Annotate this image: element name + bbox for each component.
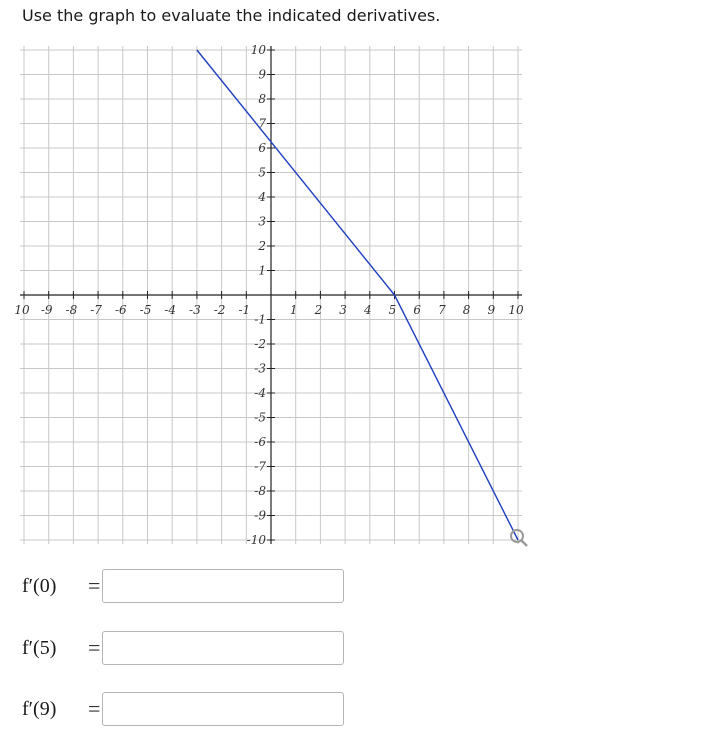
y-tick-label: -7 — [254, 459, 266, 474]
y-tick-label: -10 — [246, 533, 266, 547]
question-row-f5 — [22, 630, 344, 666]
answer-input-f5[interactable] — [102, 631, 344, 665]
equals-sign: = — [88, 635, 101, 660]
y-tick-label: 6 — [258, 141, 266, 155]
y-tick-label: 7 — [258, 116, 266, 131]
x-tick-label: 1 — [289, 303, 298, 317]
x-tick-label: 7 — [438, 303, 446, 317]
x-tick-label: 10 — [14, 303, 30, 317]
answer-input-f0[interactable] — [102, 569, 344, 603]
y-tick-label: 10 — [250, 43, 266, 57]
graph-icons[interactable] — [511, 530, 527, 546]
x-tick-label: -4 — [164, 303, 177, 317]
x-tick-label: -5 — [139, 303, 152, 317]
x-tick-label: -6 — [114, 303, 127, 317]
y-tick-label: -9 — [254, 508, 266, 523]
x-tick-label: 5 — [388, 303, 397, 317]
y-tick-label: 2 — [258, 239, 266, 253]
magnifier-handle — [521, 540, 527, 546]
question-label-f0: f′(0) — [22, 574, 57, 597]
x-tick-label: -8 — [65, 303, 78, 317]
y-tick-label: -2 — [254, 337, 266, 351]
instruction-text: Use the graph to evaluate the indicated derivatives. — [22, 6, 441, 25]
y-tick-label: -4 — [254, 386, 266, 400]
magnifier-icon[interactable] — [511, 530, 527, 546]
y-tick-label: -5 — [254, 410, 266, 425]
x-tick-label: 9 — [487, 303, 496, 317]
answer-input-f9[interactable] — [102, 692, 344, 726]
y-tick-label: 9 — [258, 67, 266, 82]
x-tick-label: 6 — [413, 303, 422, 317]
axes — [20, 46, 522, 544]
x-tick-label: 8 — [462, 303, 471, 317]
equals-sign: = — [88, 573, 101, 598]
question-row-f0 — [22, 568, 344, 604]
x-tick-label: -9 — [40, 303, 53, 317]
x-tick-label: -2 — [213, 303, 226, 317]
y-tick-label: -3 — [254, 361, 266, 376]
x-tick-label: -7 — [90, 303, 102, 317]
question-label-f5: f′(5) — [22, 636, 57, 659]
x-tick-label: -3 — [189, 303, 201, 317]
x-tick-label: -1 — [238, 303, 251, 317]
y-tick-label: 1 — [258, 263, 266, 278]
y-tick-label: -6 — [254, 435, 266, 449]
x-tick-label: 10 — [508, 303, 524, 317]
y-tick-label: -1 — [254, 312, 266, 327]
question-label-f9: f′(9) — [22, 697, 57, 720]
y-tick-label: 5 — [258, 165, 266, 180]
y-tick-label: 8 — [258, 92, 266, 106]
x-tick-label: 4 — [363, 303, 372, 317]
x-tick-label: 2 — [314, 303, 323, 317]
y-tick-label: 4 — [258, 190, 266, 204]
y-tick-label: -8 — [254, 484, 266, 498]
y-tick-label: 3 — [258, 214, 266, 229]
x-tick-label: 3 — [339, 303, 347, 317]
equals-sign: = — [88, 696, 101, 721]
question-row-f9 — [22, 691, 344, 727]
